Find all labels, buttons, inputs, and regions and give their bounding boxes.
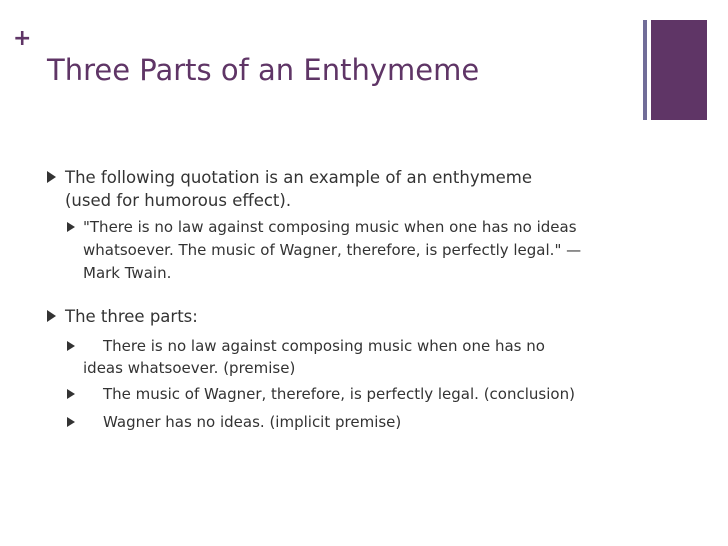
triangle-bullet-icon (67, 389, 75, 399)
bullet-text: The three parts: (65, 307, 198, 326)
slide-title: Three Parts of an Enthymeme (47, 53, 480, 87)
sub-bullet-text: There is no law against composing music when one has no (103, 337, 545, 355)
triangle-bullet-icon (67, 222, 75, 232)
plus-mark: + (13, 26, 32, 51)
triangle-bullet-icon (67, 341, 75, 351)
sub-bullet-text: The music of Wagner, therefore, is perfectly legal. (conclusion) (103, 385, 575, 403)
sub-bullet-text: Mark Twain. (83, 264, 172, 282)
triangle-bullet-icon (47, 310, 56, 322)
sub-bullet-text: Wagner has no ideas. (implicit premise) (103, 413, 402, 431)
sub-bullet-text: whatsoever. The music of Wagner, therefore, is perfectly legal." — (83, 241, 582, 259)
triangle-bullet-icon (47, 171, 56, 183)
sub-bullet-text: ideas whatsoever. (premise) (83, 359, 296, 377)
triangle-bullet-icon (67, 417, 75, 427)
bullet-text: The following quotation is an example of an enthymeme (65, 168, 533, 187)
sub-bullet-text: "There is no law against composing music when one has no ideas (83, 218, 577, 236)
bullet-text: (used for humorous effect). (65, 191, 292, 210)
